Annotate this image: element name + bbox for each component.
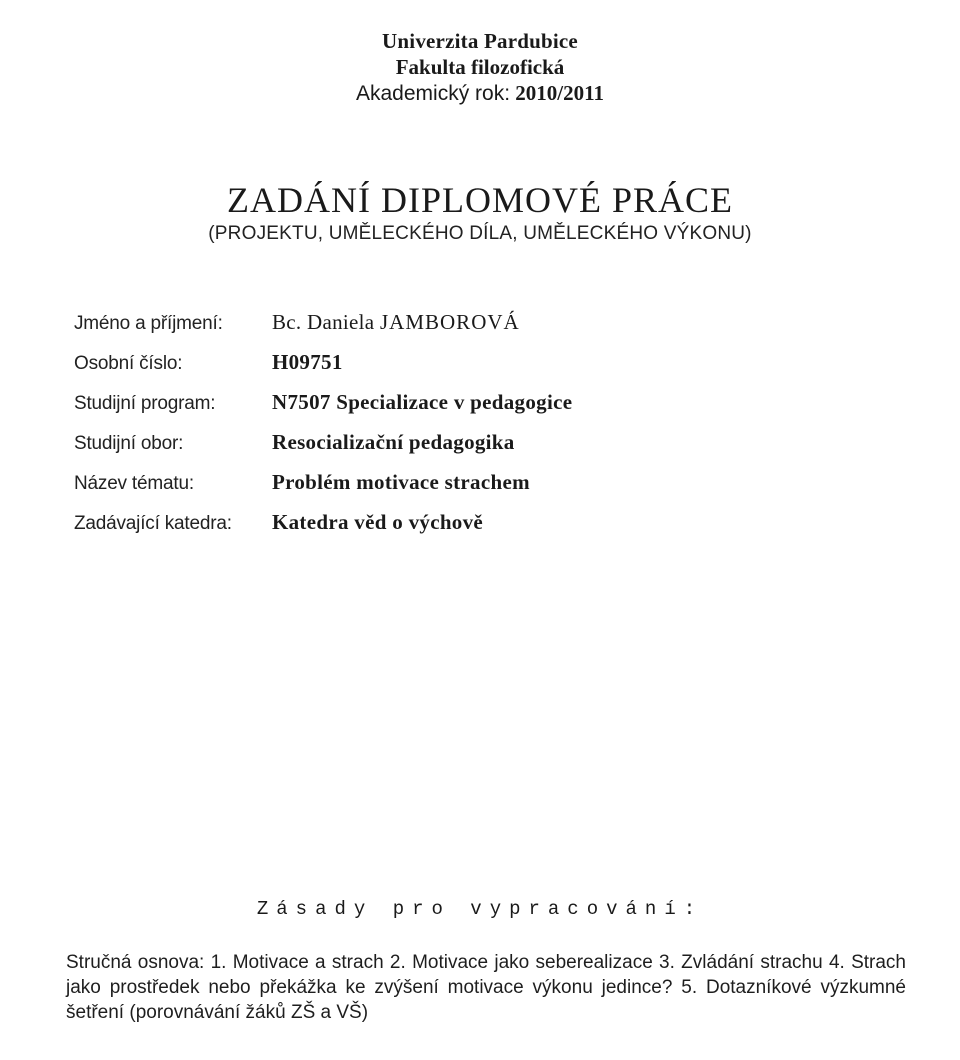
study-field-label: Studijní obor: xyxy=(74,433,184,454)
document-title: ZADÁNÍ DIPLOMOVÉ PRÁCE xyxy=(227,180,733,220)
personal-number-value: H09751 xyxy=(272,350,343,374)
topic-value: Problém motivace strachem xyxy=(272,470,530,494)
name-label: Jméno a příjmení: xyxy=(74,313,223,334)
info-row-topic xyxy=(74,470,894,510)
name-surname: JAMBOROVÁ xyxy=(380,310,520,334)
faculty-name: Fakulta filozofická xyxy=(395,55,565,79)
academic-year-label: Akademický rok: xyxy=(356,82,511,105)
department-value: Katedra věd o výchově xyxy=(272,510,484,534)
topic-label: Název tématu: xyxy=(74,473,194,494)
info-row-name xyxy=(74,310,894,350)
document-subtitle: (PROJEKTU, UMĚLECKÉHO DÍLA, UMĚLECKÉHO VÝKONU) xyxy=(208,223,752,244)
name-prefix: Bc. Daniela xyxy=(272,310,375,334)
academic-year-value: 2010/2011 xyxy=(515,81,604,105)
guidelines-heading: Zásady pro vypracování: xyxy=(256,898,704,920)
info-row-personal-number xyxy=(74,350,894,390)
info-row-study-program xyxy=(74,390,894,430)
study-program-value: N7507 Specializace v pedagogice xyxy=(272,390,573,414)
department-label: Zadávající katedra: xyxy=(74,513,232,534)
info-row-study-field xyxy=(74,430,894,470)
academic-year xyxy=(0,80,960,107)
document-header xyxy=(0,28,960,107)
study-program-label: Studijní program: xyxy=(74,393,216,414)
info-row-department xyxy=(74,510,894,550)
outline-text: Stručná osnova: 1. Motivace a strach 2. Motivace jako seberealizace 3. Zvládání strachu 4. Strach jako prostředek nebo překážka ke zvýšení motivace výkonu jedince? 5. Dotazníkové výzkumné šetření (porovnávání žáků ZŠ a VŠ) xyxy=(66,952,906,1023)
name-value xyxy=(272,310,520,335)
university-name: Univerzita Pardubice xyxy=(382,29,578,53)
personal-number-label: Osobní číslo: xyxy=(74,353,183,374)
study-field-value: Resocializační pedagogika xyxy=(272,430,515,454)
student-info xyxy=(74,310,894,550)
